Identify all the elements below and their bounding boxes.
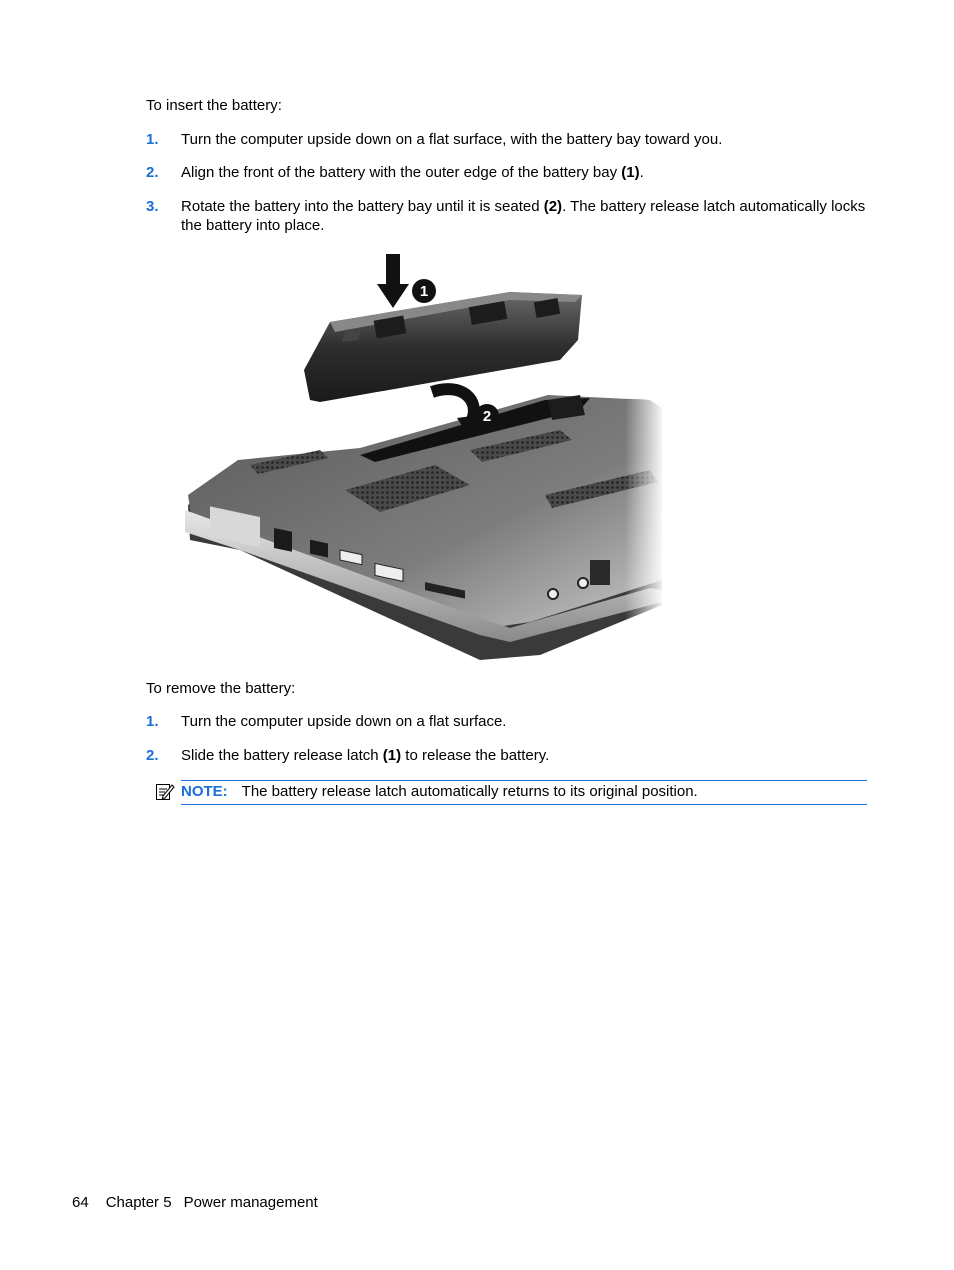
laptop-body xyxy=(185,395,662,662)
step-number: 2. xyxy=(146,164,159,181)
battery-insert-illustration xyxy=(180,250,662,662)
step-number: 3. xyxy=(146,198,159,215)
callout-1-label: 1 xyxy=(419,283,429,300)
step-text-part: Rotate the battery into the battery bay until it is seated xyxy=(181,198,544,215)
step-text: Turn the computer upside down on a flat surface. xyxy=(181,713,507,730)
step-number: 2. xyxy=(146,747,159,764)
remove-step-2 xyxy=(146,746,868,765)
insert-step-1 xyxy=(146,130,868,149)
footer-section: Power management xyxy=(183,1194,318,1211)
step-text xyxy=(181,197,868,235)
step-callout-ref: (1) xyxy=(382,747,402,764)
note-callout xyxy=(155,778,867,804)
step-text-part: . The battery release latch automatically locks the battery into place. xyxy=(181,198,866,234)
insert-step-3 xyxy=(146,197,868,235)
step-text xyxy=(181,746,868,765)
note-pencil-icon xyxy=(155,781,175,801)
step-number: 1. xyxy=(146,713,159,730)
callout-1 xyxy=(412,279,436,303)
remove-step-1 xyxy=(146,712,868,731)
callout-2-label: 2 xyxy=(482,408,492,425)
step-callout-ref: (1) xyxy=(621,164,640,181)
step-text xyxy=(181,163,868,182)
note-label: NOTE: xyxy=(181,783,228,800)
callout-2 xyxy=(475,404,499,428)
laptop-battery-drawing xyxy=(180,250,662,662)
step-text: Turn the computer upside down on a flat surface, with the battery bay toward you. xyxy=(181,131,723,148)
step-text-part: Slide the battery release latch xyxy=(181,747,383,764)
step-text-part: to release the battery. xyxy=(401,747,550,764)
insert-intro: To insert the battery: xyxy=(146,97,282,114)
step-number: 1. xyxy=(146,131,159,148)
page-number: 64 xyxy=(72,1194,89,1211)
step-callout-ref: (2) xyxy=(543,198,563,215)
footer-chapter: Chapter 5 xyxy=(105,1194,172,1211)
step-text-part: Align the front of the battery with the outer edge of the battery bay xyxy=(181,164,622,181)
step-text-part: . xyxy=(639,164,644,181)
note-box xyxy=(181,780,867,805)
page-footer xyxy=(72,1193,335,1212)
remove-intro: To remove the battery: xyxy=(146,680,296,697)
insert-step-2 xyxy=(146,163,868,182)
arrow-down-icon xyxy=(377,254,409,308)
note-text: The battery release latch automatically returns to its original position. xyxy=(241,783,698,800)
